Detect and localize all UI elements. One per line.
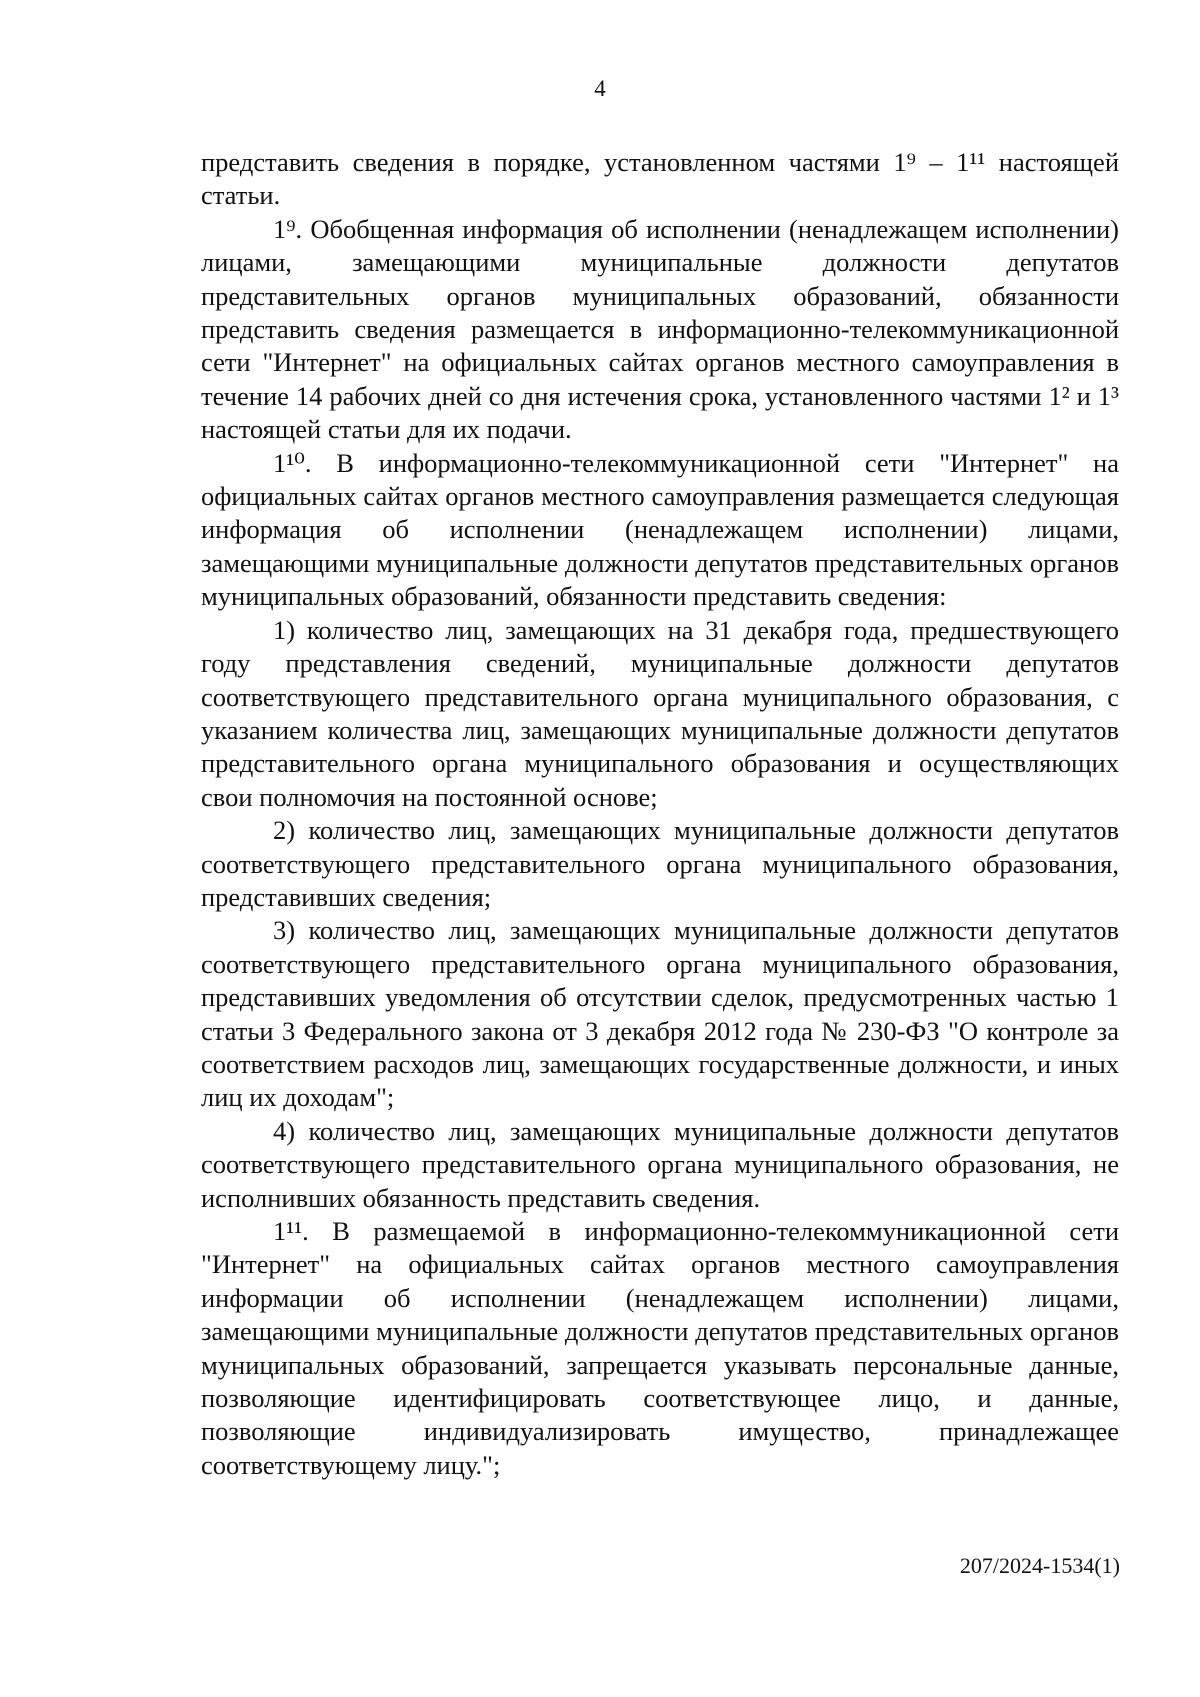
list-item-1: 1) количество лиц, замещающих на 31 декабря года, предшествующего году представления сведений, муниципальные должности депутатов соответствующего представительного органа муниципального образования, с указанием количества лиц, замещающих муниципальные должности депутатов представительного органа муниципального образования и осуществляющих свои полномочия на постоянной основе;: [201, 614, 1119, 812]
page-number: 4: [594, 76, 606, 101]
list-item-2: 2) количество лиц, замещающих муниципальные должности депутатов соответствующего представительного органа муниципального образования, представивших сведения;: [201, 815, 1119, 912]
document-body: [201, 146, 1119, 1482]
paragraph-continuation: представить сведения в порядке, установленном частями 1⁹ – 1¹¹ настоящей статьи.: [201, 147, 1119, 211]
list-item-3: 3) количество лиц, замещающих муниципальные должности депутатов соответствующего представительного органа муниципального образования, представивших уведомления об отсутствии сделок, предусмотренных частью 1 статьи 3 Федерального закона от 3 декабря 2012 года № 230-ФЗ "О контроле за соответствием расходов лиц, замещающих государственные должности, и иных лиц их доходам";: [201, 915, 1119, 1113]
paragraph-part-1-9: 1⁹. Обобщенная информация об исполнении (ненадлежащем исполнении) лицами, замещающими муниципальные должности депутатов представительных органов муниципальных образований, обязанности представить сведения размещается в информационно-телекоммуникационной сети "Интернет" на официальных сайтах органов местного самоуправления в течение 14 рабочих дней со дня истечения срока, установленного частями 1² и 1³ настоящей статьи для их подачи.: [201, 213, 1119, 445]
paragraph-part-1-11: 1¹¹. В размещаемой в информационно-телекоммуникационной сети "Интернет" на официальных сайтах органов местного самоуправления информации об исполнении (ненадлежащем исполнении) лицами, замещающими муниципальные должности депутатов представительных органов муниципальных образований, запрещается указывать персональные данные, позволяющие идентифицировать соответствующее лицо, и данные, позволяющие индивидуализировать имущество, принадлежащее соответствующему лицу.";: [201, 1216, 1119, 1480]
list-item-4: 4) количество лиц, замещающих муниципальные должности депутатов соответствующего представительного органа муниципального образования, не исполнивших обязанность представить сведения.: [201, 1115, 1119, 1213]
document-registration-code: 207/2024-1534(1): [959, 1553, 1120, 1578]
paragraph-part-1-10: 1¹⁰. В информационно-телекоммуникационной сети "Интернет" на официальных сайтах органов местного самоуправления размещается следующая информация об исполнении (ненадлежащем исполнении) лицами, замещающими муниципальные должности депутатов представительных органов муниципальных образований, обязанности представить сведения:: [201, 447, 1119, 612]
